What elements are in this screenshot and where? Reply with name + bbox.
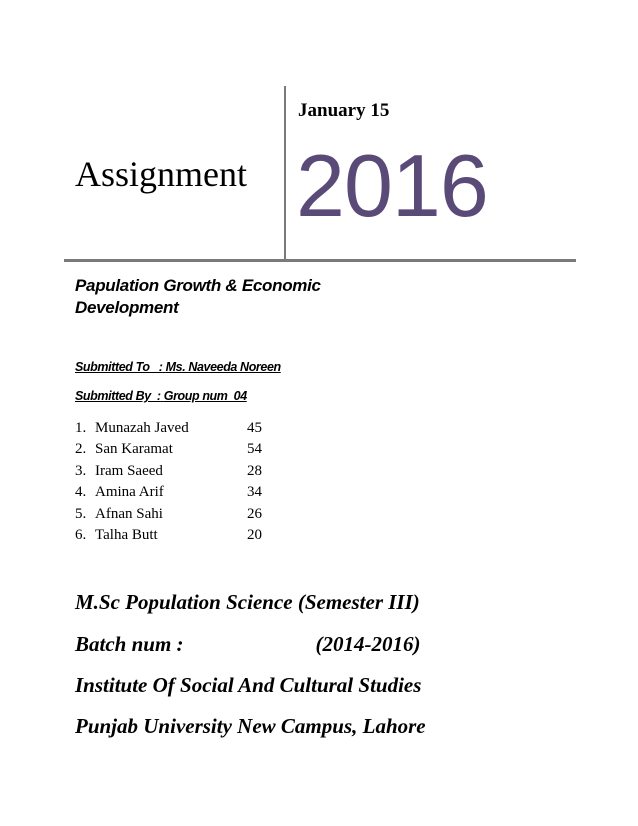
member-name: Munazah Javed bbox=[95, 420, 189, 436]
submitted-to-line bbox=[75, 359, 281, 375]
institute-line: Institute Of Social And Cultural Studies bbox=[75, 673, 422, 697]
list-item bbox=[75, 418, 335, 439]
member-name: Talha Butt bbox=[95, 526, 158, 543]
list-item bbox=[75, 504, 335, 525]
member-roll: 26 bbox=[247, 505, 262, 522]
member-name: Afnan Sahi bbox=[95, 505, 163, 522]
list-item bbox=[75, 482, 335, 503]
member-number: 3. bbox=[75, 462, 87, 479]
submitted-to-label: Submitted To : bbox=[75, 360, 163, 374]
member-number: 6. bbox=[75, 526, 87, 543]
batch-label: Batch num : bbox=[75, 632, 184, 656]
submitted-by-label: Submitted By : bbox=[75, 389, 161, 403]
list-item bbox=[75, 461, 335, 482]
submitted-to-value: Ms. Naveeda Noreen bbox=[165, 360, 281, 374]
member-number: 1. bbox=[75, 420, 87, 436]
member-number: 2. bbox=[75, 441, 87, 458]
member-roll: 20 bbox=[247, 526, 262, 543]
submitted-by-line bbox=[75, 388, 247, 404]
member-number: 4. bbox=[75, 484, 87, 501]
list-item bbox=[75, 525, 335, 546]
header-vertical-divider bbox=[284, 86, 286, 260]
member-name: Amina Arif bbox=[95, 484, 164, 501]
topic-title-line-2: Development bbox=[75, 298, 179, 317]
topic-title-line-1: Papulation Growth & Economic bbox=[75, 276, 321, 295]
member-number: 5. bbox=[75, 505, 87, 522]
list-item bbox=[75, 439, 335, 460]
program-line: M.Sc Population Science (Semester III) bbox=[75, 590, 420, 614]
assignment-title: Assignment bbox=[75, 154, 248, 194]
university-line: Punjab University New Campus, Lahore bbox=[75, 714, 426, 738]
batch-value: (2014-2016) bbox=[315, 632, 421, 656]
topic-title bbox=[75, 275, 395, 319]
member-name: Iram Saeed bbox=[95, 462, 163, 479]
header-horizontal-divider bbox=[64, 259, 576, 262]
member-roll: 28 bbox=[247, 462, 262, 479]
batch-line bbox=[75, 630, 421, 658]
member-name: San Karamat bbox=[95, 441, 173, 458]
date-label: January 15 bbox=[298, 100, 390, 121]
group-member-list bbox=[75, 418, 335, 546]
year-label: 2016 bbox=[296, 136, 488, 235]
member-roll: 34 bbox=[247, 484, 262, 501]
member-roll: 45 bbox=[247, 420, 262, 436]
submitted-by-value: Group num 04 bbox=[163, 389, 247, 403]
member-roll: 54 bbox=[247, 441, 262, 458]
